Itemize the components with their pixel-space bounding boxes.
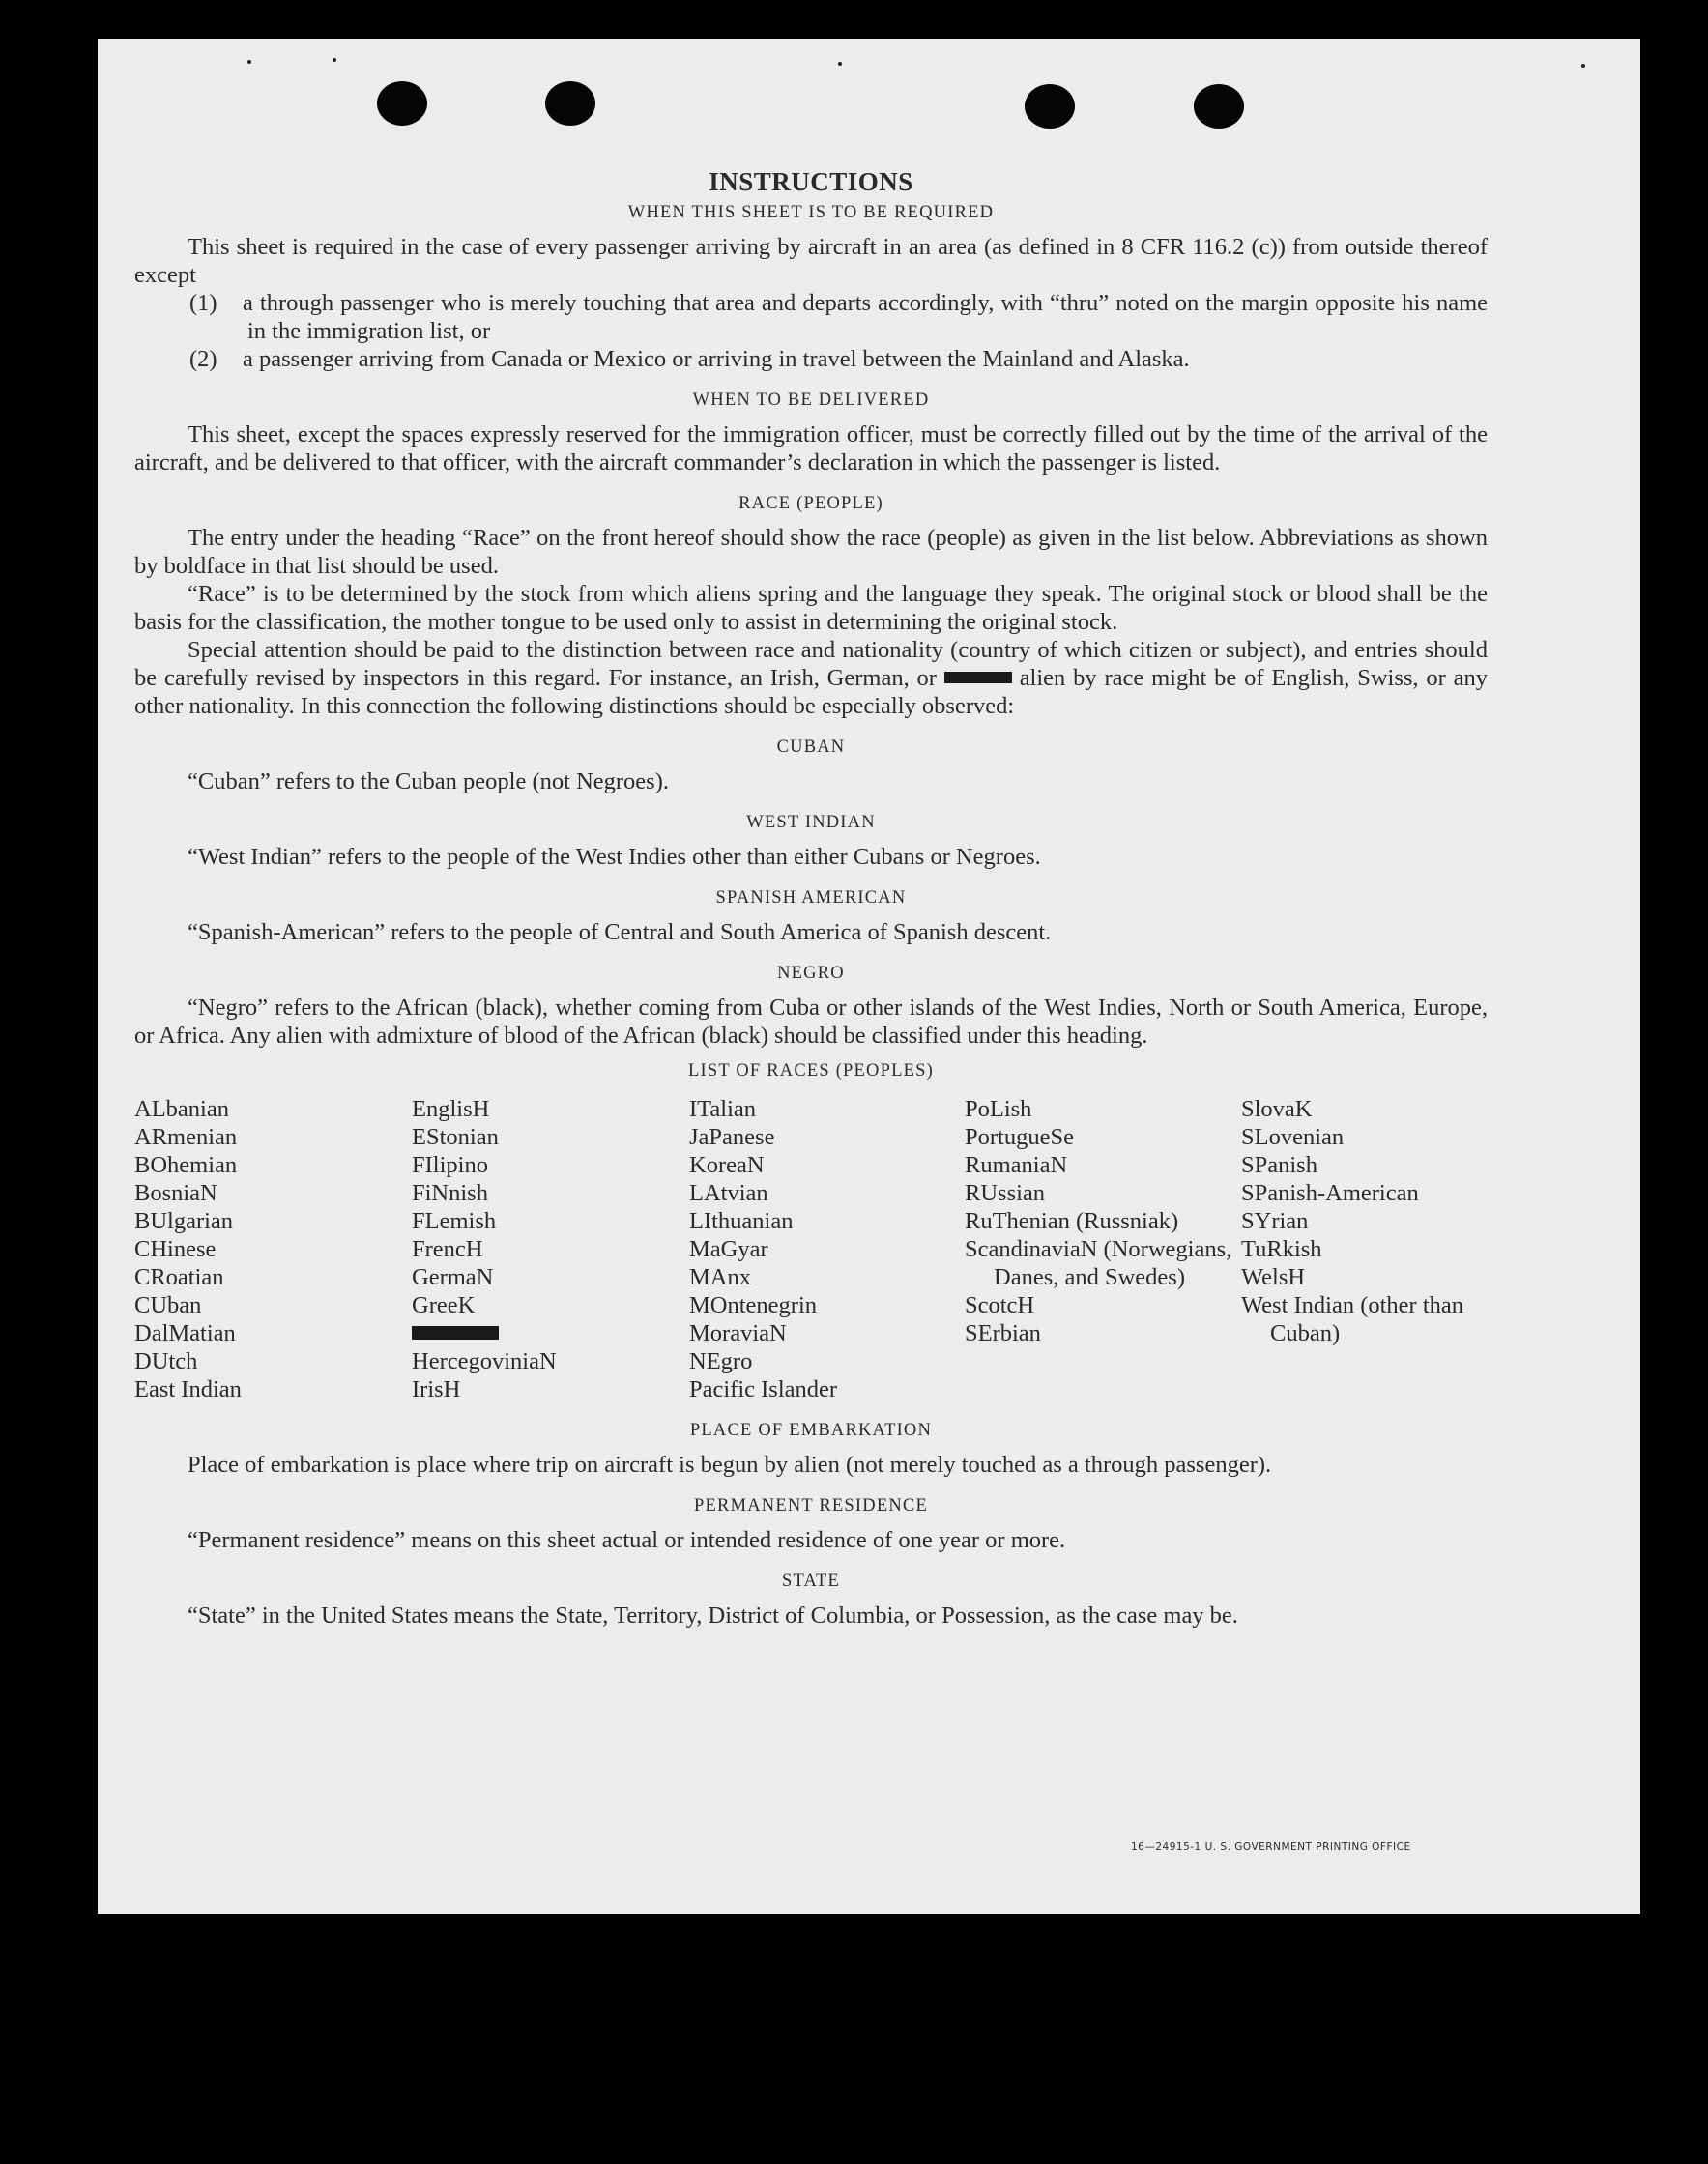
race-entry: NEgro bbox=[689, 1348, 753, 1374]
race-paragraph: The entry under the heading “Race” on the front hereof should show the race (people) as given in the list below. Abbreviations as shown by boldface in that list should be used. bbox=[134, 525, 1488, 579]
race-entry: SErbian bbox=[965, 1320, 1041, 1346]
race-entry: IrisH bbox=[412, 1376, 461, 1402]
punch-hole bbox=[545, 81, 595, 126]
races-table bbox=[134, 1095, 1488, 1403]
speck bbox=[333, 58, 336, 62]
list-item: (2) a passenger arriving from Canada or Mexico or arriving in travel between the Mainland and Alaska. bbox=[189, 346, 1190, 372]
punch-hole bbox=[377, 81, 427, 126]
race-entry: SYrian bbox=[1241, 1208, 1309, 1234]
race-entry: SLovenian bbox=[1241, 1124, 1345, 1150]
race-entry: EnglisH bbox=[412, 1096, 490, 1122]
instructions-body bbox=[134, 168, 1488, 1630]
race-entry: BUlgarian bbox=[134, 1208, 234, 1234]
race-entry: WelsH bbox=[1241, 1264, 1306, 1290]
races-column bbox=[965, 1095, 1241, 1403]
redaction-mark bbox=[412, 1326, 499, 1340]
race-entry: TuRkish bbox=[1241, 1236, 1322, 1262]
race-entry: KoreaN bbox=[689, 1152, 765, 1178]
section-heading-delivered: WHEN TO BE DELIVERED bbox=[692, 390, 930, 410]
residence-text: “Permanent residence” means on this sheet actual or intended residence of one year or more. bbox=[188, 1527, 1066, 1553]
section-text-required: This sheet is required in the case of every passenger arriving by aircraft in an area (as defined in 8 CFR 116.2 (c)) from outside thereof except bbox=[134, 234, 1488, 288]
section-heading-embarkation: PLACE OF EMBARKATION bbox=[689, 1421, 933, 1440]
race-entry: ScotcH bbox=[965, 1292, 1035, 1318]
race-entry: CHinese bbox=[134, 1236, 217, 1262]
race-entry: FLemish bbox=[412, 1208, 497, 1234]
section-heading-spanish-american: SPANISH AMERICAN bbox=[715, 888, 907, 908]
races-column bbox=[412, 1095, 689, 1403]
section-heading-state: STATE bbox=[781, 1572, 841, 1591]
west-indian-text: “West Indian” refers to the people of the West Indies other than either Cubans or Negroes. bbox=[188, 844, 1041, 870]
section-heading-list-of-races: LIST OF RACES (PEOPLES) bbox=[688, 1061, 934, 1081]
race-entry: MOntenegrin bbox=[689, 1292, 817, 1318]
race-entry: DUtch bbox=[134, 1348, 198, 1374]
punch-hole bbox=[1025, 84, 1075, 129]
list-item: (1) a through passenger who is merely touching that area and departs accordingly, with “thru” noted on the margin opposite his name in the immigration list, or bbox=[189, 290, 1488, 344]
race-entry: ARmenian bbox=[134, 1124, 238, 1150]
spanish-american-text: “Spanish-American” refers to the people of Central and South America of Spanish descent. bbox=[188, 919, 1052, 945]
race-entry: DalMatian bbox=[134, 1320, 236, 1346]
section-heading-residence: PERMANENT RESIDENCE bbox=[694, 1496, 928, 1515]
printing-office-code: 16—24915-1 U. S. GOVERNMENT PRINTING OFFICE bbox=[1131, 1841, 1411, 1853]
race-entry: RuThenian (Russniak) bbox=[965, 1208, 1179, 1234]
section-heading-west-indian: WEST INDIAN bbox=[746, 813, 876, 832]
section-text-delivered: This sheet, except the spaces expressly reserved for the immigration officer, must be correctly filled out by the time of the arrival of the aircraft, and be delivered to that officer, with the aircraft commander’s declaration in which the passenger is listed. bbox=[134, 421, 1488, 476]
race-entry: JaPanese bbox=[689, 1124, 775, 1150]
race-paragraph: Special attention should be paid to the distinction between race and nationality (country of which citizen or subject), and entries should be carefully revised by inspectors in this regard. For instance, an Irish, German, or alien by race might be of English, Swiss, or any other nationality. In this connection the following distinctions should be especially observed: bbox=[134, 637, 1489, 719]
race-entry: East Indian bbox=[134, 1376, 242, 1402]
race-entry: MaGyar bbox=[689, 1236, 768, 1262]
state-text: “State” in the United States means the State, Territory, District of Columbia, or Possession, as the case may be. bbox=[188, 1602, 1238, 1629]
redaction-mark bbox=[944, 672, 1012, 683]
races-column bbox=[1241, 1095, 1488, 1403]
race-entry: FiNnish bbox=[412, 1180, 488, 1206]
race-entry: FIlipino bbox=[412, 1152, 488, 1178]
race-entry: Pacific Islander bbox=[689, 1376, 838, 1402]
race-entry: EStonian bbox=[412, 1124, 499, 1150]
page-title: INSTRUCTIONS bbox=[709, 167, 913, 196]
embarkation-text: Place of embarkation is place where trip on aircraft is begun by alien (not merely touched as a through passenger). bbox=[188, 1452, 1272, 1478]
race-entry: LIthuanian bbox=[689, 1208, 794, 1234]
race-entry: ITalian bbox=[689, 1096, 757, 1122]
race-entry: SlovaK bbox=[1241, 1096, 1313, 1122]
race-entry: GermaN bbox=[412, 1264, 494, 1290]
race-entry: FrencH bbox=[412, 1236, 483, 1262]
race-entry: ALbanian bbox=[134, 1096, 229, 1122]
section-heading-required: WHEN THIS SHEET IS TO BE REQUIRED bbox=[627, 203, 995, 222]
race-entry-redacted bbox=[412, 1319, 689, 1347]
race-entry: HercegovinіaN bbox=[412, 1348, 557, 1374]
race-entry: West Indian (other than Cuban) bbox=[1241, 1292, 1464, 1346]
races-column bbox=[134, 1095, 412, 1403]
race-entry: PortugueSe bbox=[965, 1124, 1074, 1150]
race-entry: SPanish bbox=[1241, 1152, 1317, 1178]
race-entry: RumaniaN bbox=[965, 1152, 1068, 1178]
negro-text: “Negro” refers to the African (black), whether coming from Cuba or other islands of the West Indies, North or South America, Europe, or Africa. Any alien with admixture of blood of the African (black) should be classified under this heading. bbox=[134, 995, 1488, 1049]
race-entry: PoLish bbox=[965, 1096, 1032, 1122]
section-heading-cuban: CUBAN bbox=[776, 737, 846, 757]
race-entry: CRoatian bbox=[134, 1264, 224, 1290]
race-entry: BOhemian bbox=[134, 1152, 238, 1178]
race-entry: SPanish-American bbox=[1241, 1180, 1419, 1206]
race-entry: MoraviaN bbox=[689, 1320, 787, 1346]
race-entry: RUssian bbox=[965, 1180, 1046, 1206]
races-column bbox=[689, 1095, 965, 1403]
speck bbox=[1581, 64, 1585, 68]
race-entry: CUban bbox=[134, 1292, 202, 1318]
race-paragraph: “Race” is to be determined by the stock from which aliens spring and the language they speak. The original stock or blood shall be the basis for the classification, the mother tongue to be used only to assist in determining the original stock. bbox=[134, 581, 1488, 635]
section-heading-negro: NEGRO bbox=[777, 964, 845, 983]
race-entry: ScandinaviaN (Norwegians, Danes, and Swedes) bbox=[965, 1236, 1232, 1290]
speck bbox=[838, 62, 842, 66]
race-entry: LAtvian bbox=[689, 1180, 768, 1206]
race-entry: GreeK bbox=[412, 1292, 476, 1318]
punch-hole bbox=[1194, 84, 1244, 129]
section-heading-race: RACE (PEOPLE) bbox=[738, 494, 883, 513]
race-entry: MAnx bbox=[689, 1264, 751, 1290]
speck bbox=[247, 60, 251, 64]
race-entry: BosniaN bbox=[134, 1180, 217, 1206]
cuban-text: “Cuban” refers to the Cuban people (not Negroes). bbox=[188, 768, 669, 794]
